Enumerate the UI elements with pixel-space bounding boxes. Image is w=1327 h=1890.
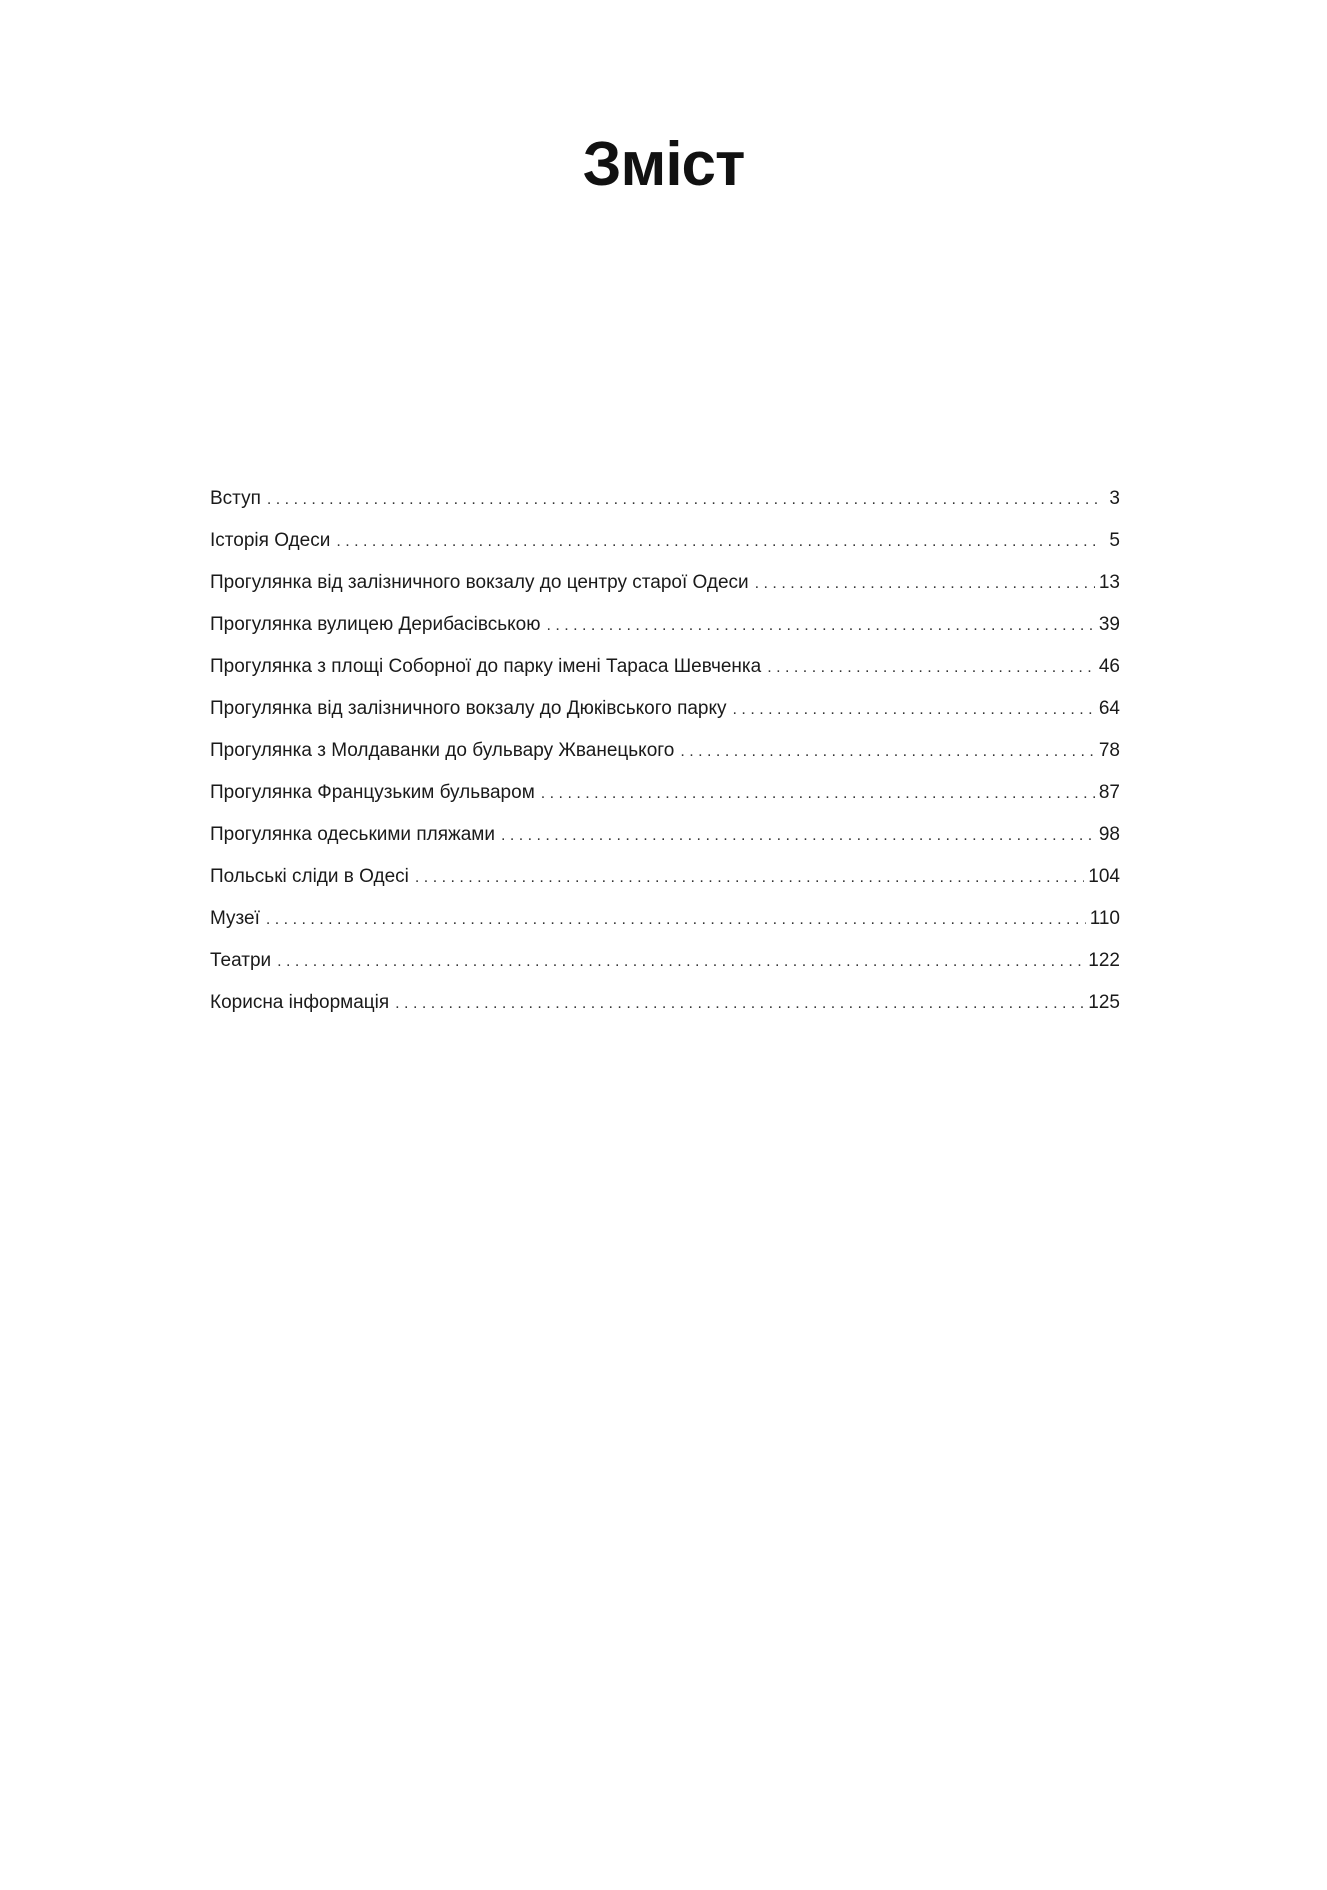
toc-entry[interactable]: [210, 856, 1120, 898]
toc-dot-leader: [415, 857, 1084, 899]
page-title: Зміст: [582, 130, 745, 199]
toc-entry-label: Прогулянка від залізничного вокзалу до Дюківського парку: [210, 698, 727, 719]
toc-dot-leader: [277, 941, 1084, 983]
toc-entry-page: 64: [1098, 698, 1120, 719]
toc-entry[interactable]: [210, 478, 1120, 520]
toc-dot-leader: [767, 647, 1095, 689]
toc-entry[interactable]: [210, 562, 1120, 604]
toc-entry-page: 3: [1109, 488, 1120, 509]
toc-entry[interactable]: [210, 730, 1120, 772]
toc-entry-label: Корисна інформація: [210, 992, 390, 1013]
toc-entry-label: Прогулянка від залізничного вокзалу до центру старої Одеси: [210, 572, 749, 593]
toc-dot-leader: [395, 983, 1084, 1025]
toc-entry-page: 78: [1098, 740, 1120, 761]
toc-entry[interactable]: [210, 814, 1120, 856]
toc-entry-page: 13: [1098, 572, 1120, 593]
toc-dot-leader: [733, 689, 1095, 731]
table-of-contents: [210, 478, 1120, 1024]
toc-entry[interactable]: [210, 772, 1120, 814]
toc-entry-label: Прогулянка одеськими пляжами: [210, 824, 495, 845]
toc-entry[interactable]: [210, 520, 1120, 562]
toc-entry-page: 5: [1109, 530, 1120, 551]
toc-entry-label: Прогулянка з Молдаванки до бульвару Жванецького: [210, 740, 675, 761]
toc-entry[interactable]: [210, 940, 1120, 982]
toc-entry-label: Прогулянка Французьким бульваром: [210, 782, 535, 803]
toc-dot-leader: [501, 815, 1095, 857]
toc-dot-leader: [546, 605, 1094, 647]
toc-entry-label: Театри: [210, 950, 272, 971]
toc-entry[interactable]: [210, 646, 1120, 688]
toc-entry[interactable]: [210, 898, 1120, 940]
toc-dot-leader: [267, 479, 1098, 521]
toc-entry-page: 87: [1098, 782, 1120, 803]
toc-entry-label: Польські сліди в Одесі: [210, 866, 409, 887]
toc-entry-page: 110: [1089, 908, 1120, 929]
toc-entry-label: Прогулянка з площі Соборної до парку імені Тараса Шевченка: [210, 656, 762, 677]
toc-entry[interactable]: [210, 688, 1120, 730]
toc-dot-leader: [336, 521, 1098, 563]
toc-dot-leader: [680, 731, 1095, 773]
toc-entry[interactable]: [210, 604, 1120, 646]
toc-entry-label: Вступ: [210, 488, 261, 509]
toc-entry-page: 104: [1088, 866, 1120, 887]
toc-entry-page: 98: [1098, 824, 1120, 845]
toc-entry[interactable]: [210, 982, 1120, 1024]
toc-entry-page: 39: [1098, 614, 1120, 635]
toc-dot-leader: [755, 563, 1095, 605]
toc-entry-page: 46: [1098, 656, 1120, 677]
toc-entry-label: Історія Одеси: [210, 530, 331, 551]
toc-dot-leader: [266, 899, 1086, 941]
toc-entry-page: 125: [1088, 992, 1120, 1013]
toc-entry-label: Прогулянка вулицею Дерибасівською: [210, 614, 541, 635]
toc-dot-leader: [541, 773, 1095, 815]
toc-entry-page: 122: [1088, 950, 1120, 971]
toc-entry-label: Музеї: [210, 908, 260, 929]
